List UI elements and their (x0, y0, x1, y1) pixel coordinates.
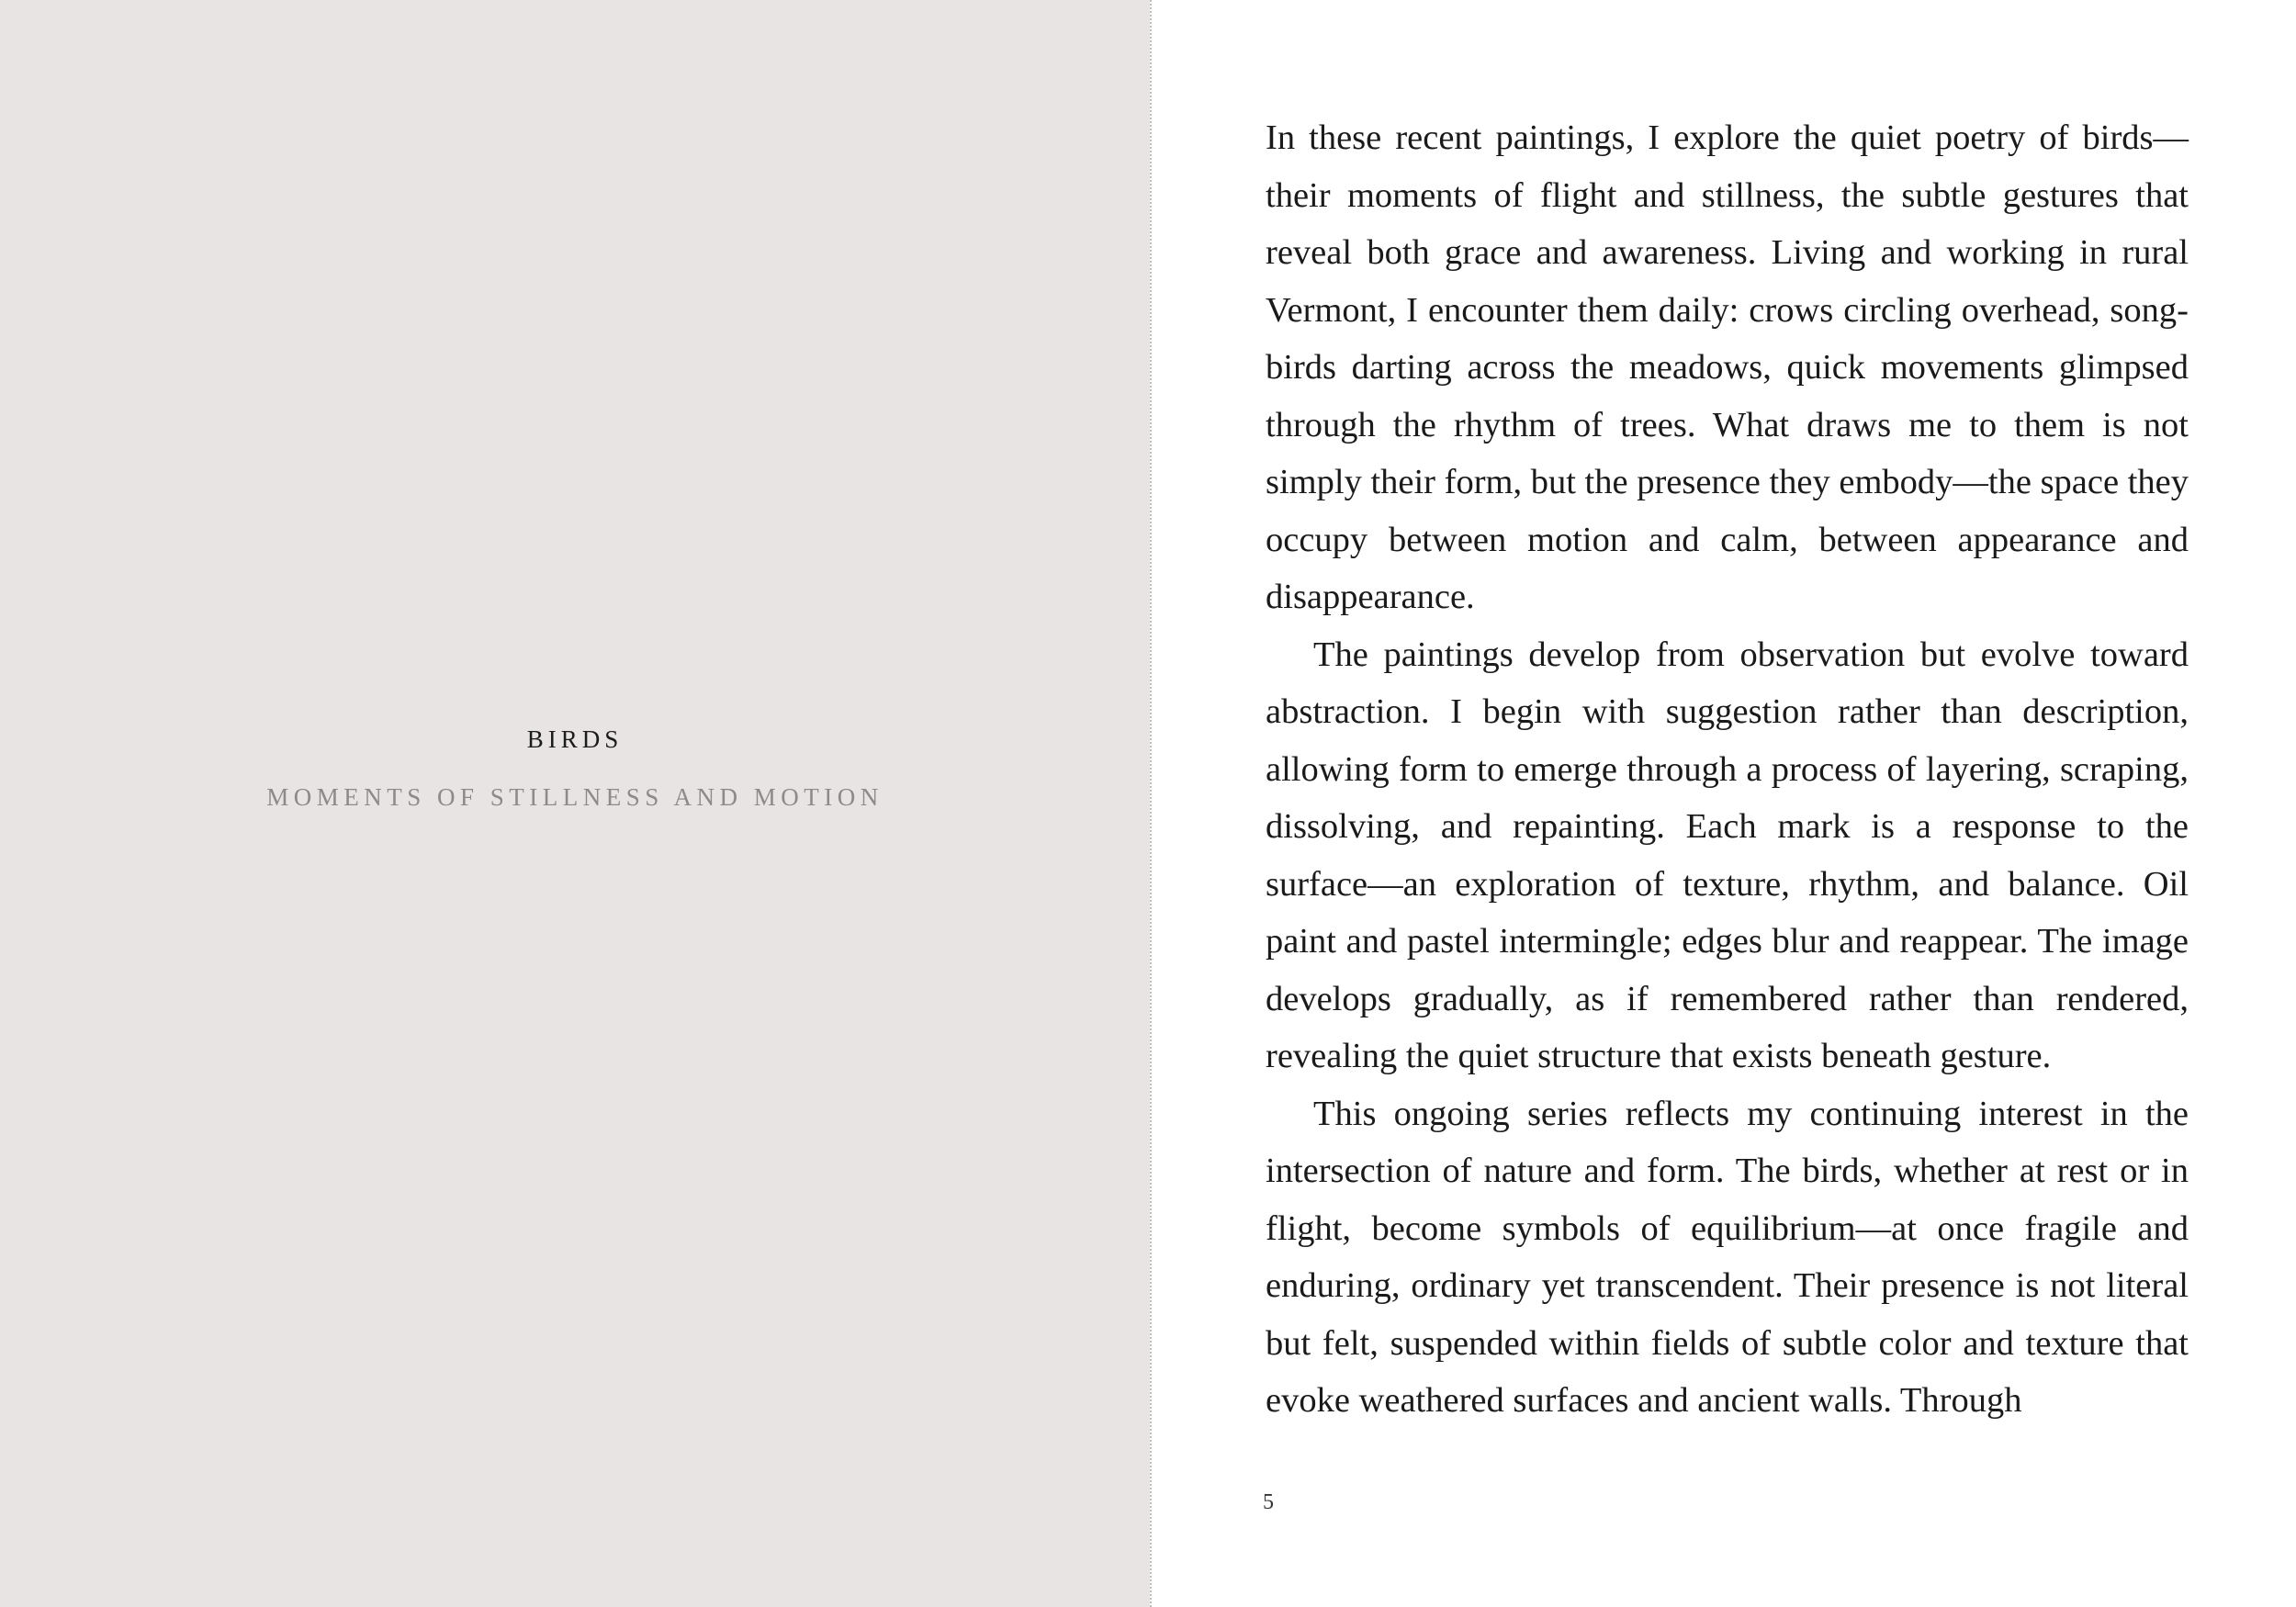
section-title: BIRDS (526, 725, 624, 753)
statement-body (1266, 109, 2189, 1430)
paragraph-1: In these recent paintings, I explore the quiet poetry of birds—their moments of flight and stillness, the subtle gestures that reveal both grace and awareness. Living and working in rural Vermont, I encounter them daily: crows circling overhead, songbirds darting across the meadows, quick movements glimpsed through the rhythm of trees. What draws me to them is not simply their form, but the presence they embody—the space they occupy between motion and calm, between appearance and disappearance. (1266, 118, 2189, 616)
section-subtitle: MOMENTS OF STILLNESS AND MOTION (266, 783, 884, 811)
page-number: 5 (1263, 1490, 1274, 1514)
paragraph-2: The paintings develop from observation but evolve toward abstraction. I begin with suggestion rather than description, allowing form to emerge through a process of layering, scraping, dissolving, and repainting. Each mark is a response to the surface—an exploration of texture, rhythm, and balance. Oil paint and pastel intermingle; edges blur and reappear. The image develops gradually, as if remembered rather than rendered, revealing the quiet structure that exists beneath gesture. (1266, 635, 2189, 1075)
paragraph-3: This ongoing series reflects my continuing interest in the intersection of nature and form. The birds, whether at rest or in flight, become symbols of equilibrium—at once fragile and enduring, ordinary yet transcendent. Their presence is not literal but felt, suspended within fields of subtle color and texture that evoke weathered surfaces and ancient walls. Through (1266, 1094, 2189, 1420)
